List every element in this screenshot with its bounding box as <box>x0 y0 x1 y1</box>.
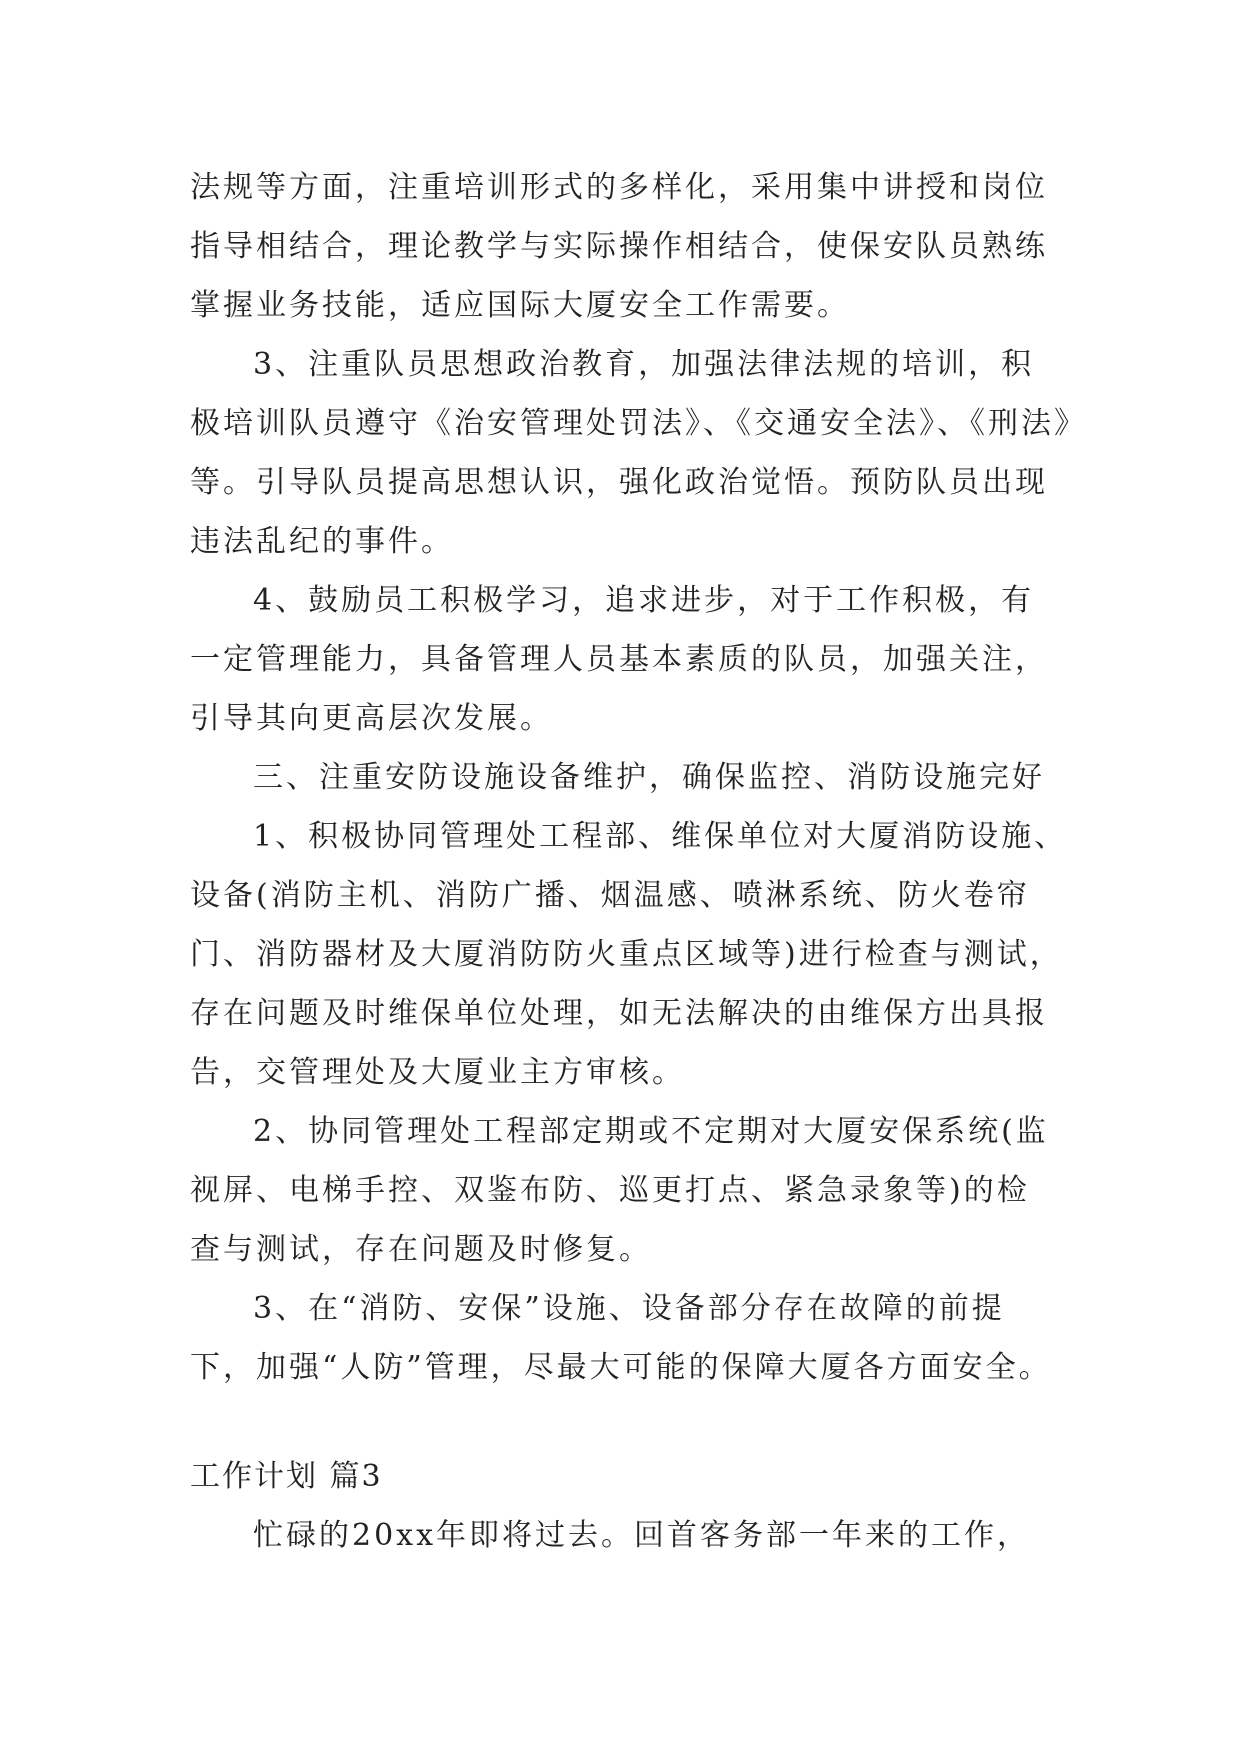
paragraph-line: 2、协同管理处工程部定期或不定期对大厦安保系统(监 <box>253 1114 1049 1149</box>
paragraph-line: 设备(消防主机、消防广播、烟温感、喷淋系统、防火卷帘 <box>190 878 1030 913</box>
paragraph-line: 掌握业务技能，适应国际大厦安全工作需要。 <box>190 288 850 323</box>
paragraph-line: 3、注重队员思想政治教育，加强法律法规的培训，积 <box>253 347 1035 382</box>
paragraph-line: 违法乱纪的事件。 <box>190 524 454 559</box>
paragraph-line: 一定管理能力，具备管理人员基本素质的队员，加强关注， <box>190 642 1048 677</box>
paragraph-line: 告，交管理处及大厦业主方审核。 <box>190 1055 685 1090</box>
paragraph-line: 指导相结合，理论教学与实际操作相结合，使保安队员熟练 <box>190 229 1048 264</box>
document-body <box>190 158 1087 1565</box>
section-title: 工作计划 篇3 <box>190 1459 383 1494</box>
paragraph-line: 引导其向更高层次发展。 <box>190 701 553 736</box>
paragraph-line: 4、鼓励员工积极学习，追求进步，对于工作积极，有 <box>253 583 1035 618</box>
section-spacer <box>190 1397 1070 1447</box>
paragraph-line: 法规等方面，注重培训形式的多样化，采用集中讲授和岗位 <box>190 170 1048 205</box>
paragraph-line: 等。引导队员提高思想认识，强化政治觉悟。预防队员出现 <box>190 465 1048 500</box>
paragraph-line: 下，加强“人防”管理，尽最大可能的保障大厦各方面安全。 <box>190 1350 1052 1385</box>
paragraph-line: 查与测试，存在问题及时修复。 <box>190 1232 652 1267</box>
section-heading: 三、注重安防设施设备维护，确保监控、消防设施完好 <box>253 760 1045 795</box>
paragraph-line: 极培训队员遵守《治安管理处罚法》、《交通安全法》、《刑法》 <box>190 406 1087 441</box>
paragraph-line: 门、消防器材及大厦消防防火重点区域等)进行检查与测试， <box>190 937 1063 972</box>
paragraph-line: 视屏、电梯手控、双鉴布防、巡更打点、紧急录象等)的检 <box>190 1173 1030 1208</box>
paragraph-line: 忙碌的20xx年即将过去。回首客务部一年来的工作， <box>253 1518 1031 1553</box>
paragraph-line: 3、在“消防、安保”设施、设备部分存在故障的前提 <box>253 1291 1005 1326</box>
paragraph-line: 1、积极协同管理处工程部、维保单位对大厦消防设施、 <box>253 819 1068 854</box>
paragraph-line: 存在问题及时维保单位处理，如无法解决的由维保方出具报 <box>190 996 1048 1031</box>
